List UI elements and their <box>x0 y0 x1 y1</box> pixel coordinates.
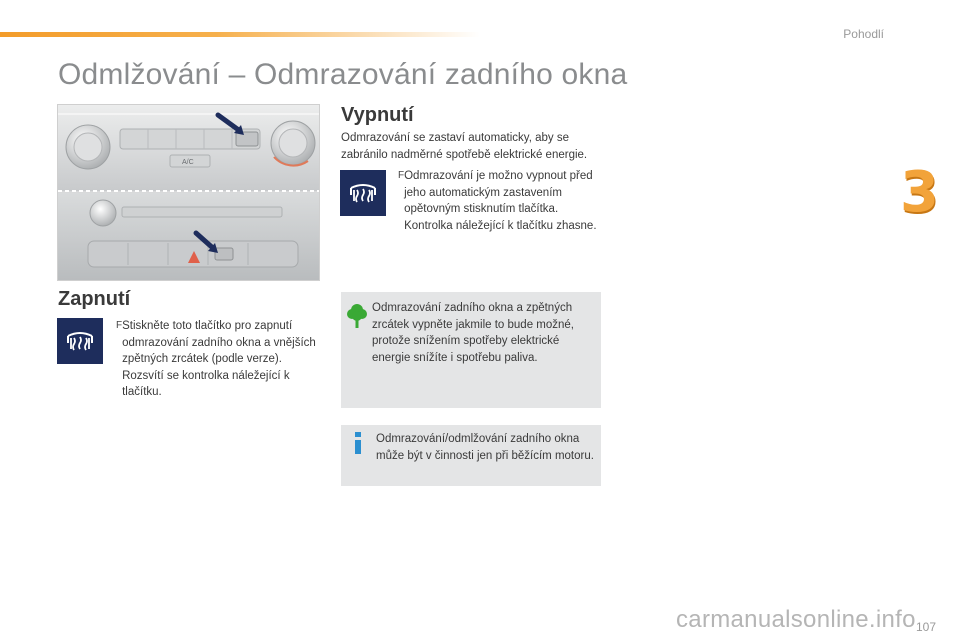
vypnuti-intro: Odmrazování se zastaví automaticky, aby se zabránilo nadměrné spotřebě elektrické energie. <box>341 132 588 161</box>
vypnuti-instruction <box>398 168 608 234</box>
info-note-box <box>341 425 601 486</box>
dashboard-photo <box>57 104 320 281</box>
chapter-number: 3 <box>900 160 939 225</box>
rear-defrost-button-icon <box>57 318 103 364</box>
page-number: 107 <box>915 620 936 634</box>
dashboard-illustration <box>58 105 319 280</box>
section-name: Pohodlí <box>843 27 884 41</box>
section-heading-vypnuti: Vypnutí <box>341 104 414 126</box>
rear-defrost-icon <box>65 329 95 353</box>
eco-note-box <box>341 292 601 408</box>
page-title: Odmlžování – Odmrazování zadního okna <box>58 58 628 91</box>
info-note-text: Odmrazování/odmlžování zadního okna může být v činnosti jen při běžícím motoru. <box>376 433 594 462</box>
zapnuti-text: Stiskněte toto tlačítko pro zapnutí odmrazování zadního okna a vnějších zpětných zrcátek (podle verze). Rozsvítí se kontrolka náležející k tlačítku. <box>122 320 316 398</box>
watermark: carmanualsonline.info <box>676 606 916 633</box>
header-accent-bar <box>0 32 480 37</box>
bullet-marker: F <box>398 170 405 181</box>
rear-defrost-button-icon-off <box>340 170 386 216</box>
tree-icon <box>347 302 367 328</box>
bullet-marker: F <box>116 320 123 331</box>
photo-ac-label: A/C <box>182 159 194 166</box>
rear-defrost-icon <box>348 181 378 205</box>
vypnuti-text: Odmrazování je možno vypnout před jeho automatickým zastavením opětovným stisknutím tlačítka. Kontrolka náležející k tlačítku zhasne. <box>404 170 597 232</box>
info-icon <box>353 432 363 454</box>
zapnuti-instruction <box>116 318 326 401</box>
section-heading-zapnuti: Zapnutí <box>58 288 131 310</box>
eco-note-text: Odmrazování zadního okna a zpětných zrcátek vypněte jakmile to bude možné, protože snížením spotřeby elektrické energie snížíte i spotřebu paliva. <box>372 302 574 364</box>
